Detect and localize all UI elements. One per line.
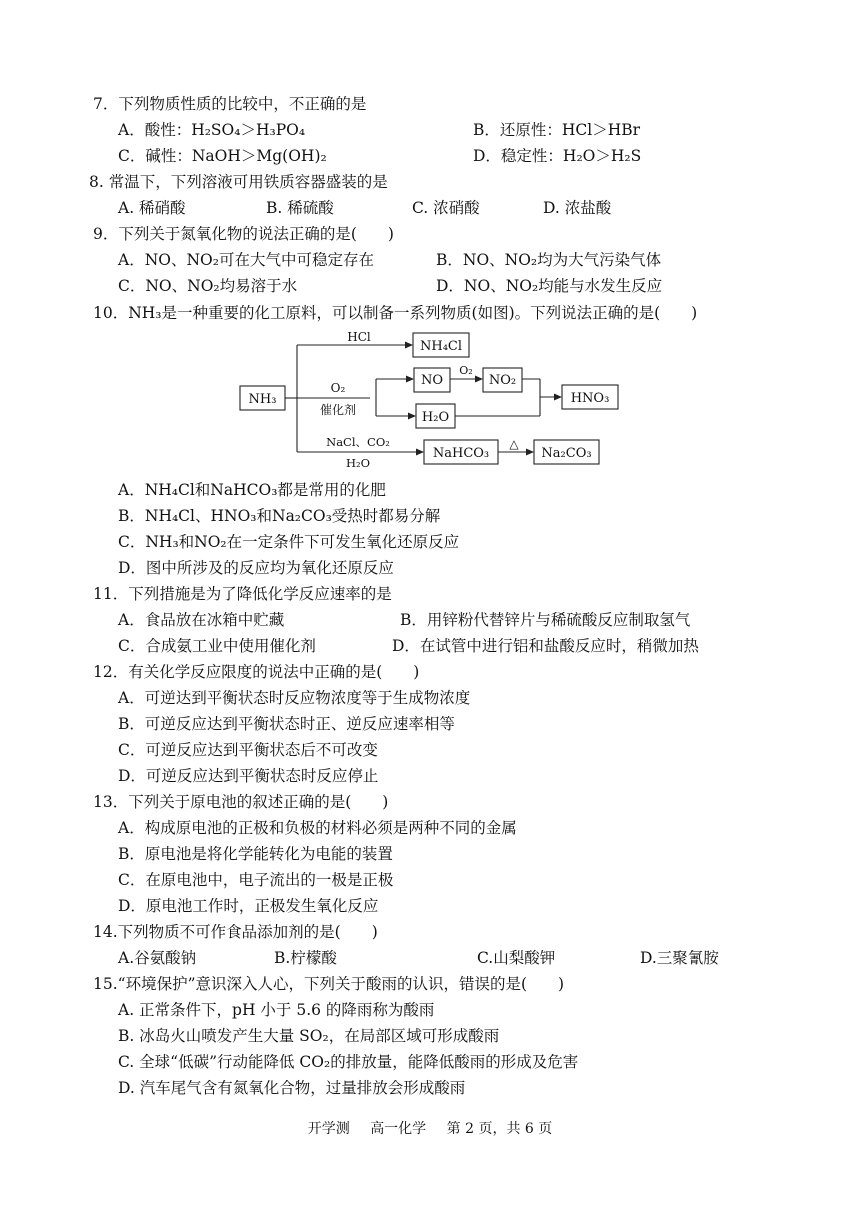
q9-stem: 9．下列关于氮氧化物的说法正确的是( ) [93,225,394,243]
q13-option-a: A．构成原电池的正极和负极的材料必须是两种不同的金属 [118,819,517,837]
q7-option-d: D．稳定性：H₂O＞H₂S [473,147,642,165]
no2-text: NO₂ [488,373,517,388]
no-text: NO [420,373,444,388]
q15-stem: 15.“环境保护”意识深入人心，下列关于酸雨的认识，错误的是( ) [93,975,565,993]
q15-option-d: D. 汽车尾气含有氮氧化合物，过量排放会形成酸雨 [118,1079,466,1097]
footer-exam: 开学测 [307,1121,350,1137]
q13-stem: 13．下列关于原电池的叙述正确的是( ) [93,793,389,811]
q11-option-d: D．在试管中进行铝和盐酸反应时，稍微加热 [392,637,699,655]
o2-small-label: O₂ [459,364,473,377]
q7-option-b: B．还原性：HCl＞HBr [473,121,641,139]
catalyst-label: 催化剂 [319,403,357,417]
q10-option-d: D．图中所涉及的反应均为氧化还原反应 [118,559,394,577]
nh3-text: NH₃ [248,392,277,407]
q8-option-a: A. 稀硝酸 [118,199,186,217]
q15-option-c: C. 全球“低碳”行动能降低 CO₂的排放量，能降低酸雨的形成及危害 [118,1053,579,1071]
q10-option-c: C．NH₃和NO₂在一定条件下可发生氧化还原反应 [118,533,460,551]
q15-option-a: A. 正常条件下，pH 小于 5.6 的降雨称为酸雨 [118,1001,435,1019]
q12-option-a: A．可逆达到平衡状态时反应物浓度等于生成物浓度 [118,689,471,707]
q8-option-c: C. 浓硝酸 [412,199,480,217]
page-footer [0,1118,860,1138]
h2o-box-text: H₂O [421,410,450,425]
hno3-text: HNO₃ [570,391,610,406]
q7-stem: 7．下列物质性质的比较中，不正确的是 [93,95,367,113]
q13-option-d: D．原电池工作时，正极发生氧化反应 [118,897,379,915]
q10-option-a: A．NH₄Cl和NaHCO₃都是常用的化肥 [118,481,386,499]
q15-option-b: B. 冰岛火山喷发产生大量 SO₂，在局部区域可形成酸雨 [118,1027,500,1045]
o2-label: O₂ [330,381,346,395]
nahco3-text: NaHCO₃ [432,446,490,461]
q10-option-b: B．NH₄Cl、HNO₃和Na₂CO₃受热时都易分解 [118,507,441,525]
q9-option-c: C．NO、NO₂均易溶于水 [118,277,298,295]
q12-option-b: B．可逆反应达到平衡状态时正、逆反应速率相等 [118,715,455,733]
q14-option-c: C.山梨酸钾 [477,949,556,967]
q12-option-c: C．可逆反应达到平衡状态后不可改变 [118,741,378,759]
q14-option-d: D.三聚氰胺 [640,949,719,967]
q8-option-d: D. 浓盐酸 [543,199,612,217]
q9-option-a: A．NO、NO₂可在大气中可稳定存在 [118,251,374,269]
q11-option-a: A．食品放在冰箱中贮藏 [118,611,285,629]
q14-stem: 14.下列物质不可作食品添加剂的是( ) [93,923,378,941]
q9-option-d: D．NO、NO₂均能与水发生反应 [436,277,663,295]
nacl-co2-label: NaCl、CO₂ [326,435,390,449]
nh3-reaction-diagram [230,327,650,472]
q9-option-b: B．NO、NO₂均为大气污染气体 [436,251,662,269]
q12-option-d: D．可逆反应达到平衡状态时反应停止 [118,767,379,785]
q10-stem: 10．NH₃是一种重要的化工原料，可以制备一系列物质(如图)。下列说法正确的是( ) [93,304,698,322]
footer-subject: 高一化学 [370,1121,427,1137]
q7-option-a: A．酸性：H₂SO₄＞H₃PO₄ [118,121,306,139]
q8-option-b: B. 稀硫酸 [266,199,334,217]
q13-option-b: B．原电池是将化学能转化为电能的装置 [118,845,393,863]
q8-stem: 8. 常温下，下列溶液可用铁质容器盛装的是 [89,173,388,191]
q12-stem: 12．有关化学反应限度的说法中正确的是( ) [93,663,420,681]
h2o-condition-label: H₂O [345,456,371,470]
heat-triangle-label: △ [509,437,519,451]
nh4cl-text: NH₄Cl [419,339,463,354]
hcl-label: HCl [347,330,371,344]
q14-option-a: A.谷氨酸钠 [118,949,197,967]
q14-option-b: B.柠檬酸 [274,949,337,967]
q11-stem: 11．下列措施是为了降低化学反应速率的是 [93,585,392,603]
q13-option-c: C．在原电池中，电子流出的一极是正极 [118,871,394,889]
footer-page-number: 第 2 页，共 6 页 [446,1121,553,1137]
q11-option-b: B．用锌粉代替锌片与稀硫酸反应制取氢气 [400,611,691,629]
q7-option-c: C．碱性：NaOH＞Mg(OH)₂ [118,147,327,165]
na2co3-text: Na₂CO₃ [541,446,592,461]
q11-option-c: C．合成氨工业中使用催化剂 [118,637,316,655]
